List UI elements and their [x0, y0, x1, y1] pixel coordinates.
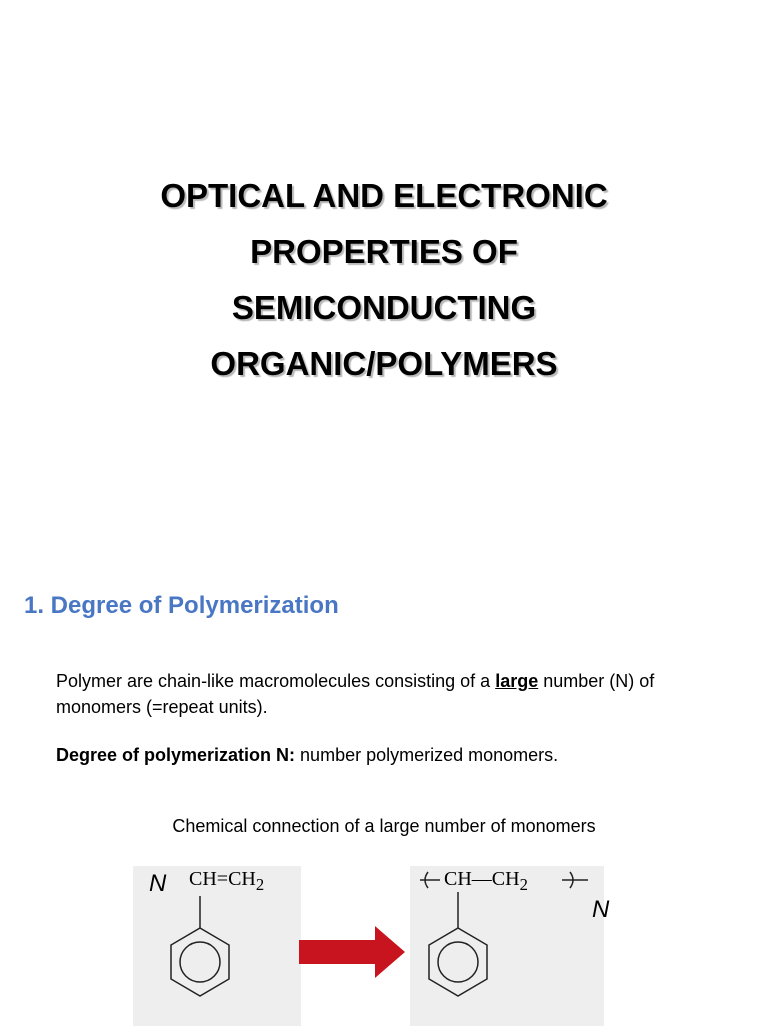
reaction-arrow-icon	[297, 922, 407, 982]
para1-suffix: number (N) of monomers (=repeat units).	[56, 671, 655, 717]
polymer-formula	[444, 868, 528, 895]
content-slide	[0, 580, 768, 1024]
title-line-4: ORGANIC/POLYMERS	[210, 345, 558, 382]
emphasis-large: large	[495, 671, 539, 691]
polymer-figure	[410, 866, 610, 1026]
title-line-3: SEMICONDUCTING	[231, 289, 537, 326]
monomer-subscript: 2	[255, 875, 265, 894]
para1-prefix: Polymer are chain-like macromolecules consisting of a	[56, 671, 496, 691]
degree-definition-paragraph	[56, 742, 736, 768]
monomer-figure	[133, 866, 301, 1026]
title-line-1: OPTICAL AND ELECTRONIC	[160, 177, 608, 214]
slide-title	[84, 168, 684, 392]
polymer-formula-text: CH—CH	[444, 868, 520, 890]
definition-paragraph	[56, 668, 736, 720]
degree-description: number polymerized monomers.	[295, 745, 559, 765]
monomer-formula-text: CH=CH	[189, 868, 256, 890]
section-heading: 1. Degree of Polymerization	[24, 592, 339, 619]
monomer-n-label: N	[149, 870, 167, 897]
polymer-subscript: 2	[519, 875, 528, 894]
title-line-2: PROPERTIES OF	[250, 233, 518, 270]
figure-caption: Chemical connection of a large number of monomers	[172, 816, 596, 836]
polymer-n-label: N	[592, 896, 610, 923]
benzene-ring-icon	[133, 866, 301, 1026]
degree-term: Degree of polymerization N:	[56, 745, 296, 765]
